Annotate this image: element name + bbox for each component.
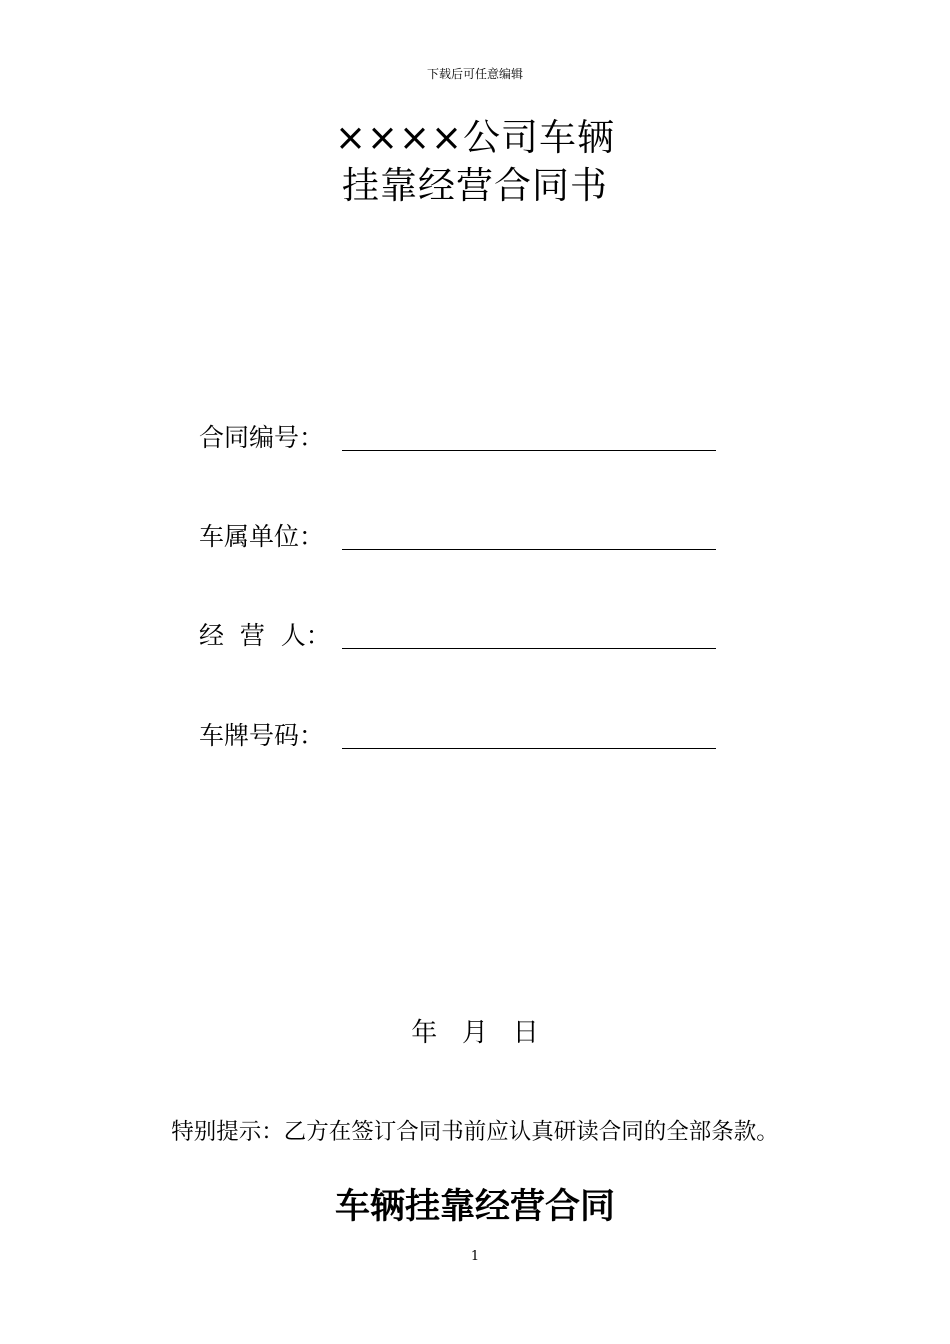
plate-number-label: 车牌号码：: [199, 721, 325, 750]
document-title-line-2: 挂靠经营合同书: [342, 164, 608, 207]
operator-label: 经 营 人：: [199, 621, 331, 650]
vehicle-owner-unit-blank-line: [342, 549, 716, 550]
contract-number-blank-line: [342, 450, 716, 451]
vehicle-owner-unit-field: [199, 517, 719, 557]
operator-field: [199, 616, 719, 656]
date-line: 年 月 日: [411, 1018, 539, 1048]
contract-number-field: [199, 418, 719, 458]
plate-number-field: [199, 716, 719, 756]
operator-blank-line: [342, 648, 716, 649]
plate-number-blank-line: [342, 748, 716, 749]
page-number: 1: [470, 1249, 480, 1264]
contract-number-label: 合同编号：: [199, 423, 325, 452]
special-notice: 特别提示：乙方在签订合同书前应认真研读合同的全部条款。: [171, 1119, 779, 1145]
document-title-line-1: ××××公司车辆: [334, 116, 615, 159]
vehicle-owner-unit-label: 车属单位：: [199, 522, 325, 551]
header-note: 下载后可任意编辑: [426, 67, 523, 81]
contract-heading: 车辆挂靠经营合同: [334, 1187, 615, 1227]
